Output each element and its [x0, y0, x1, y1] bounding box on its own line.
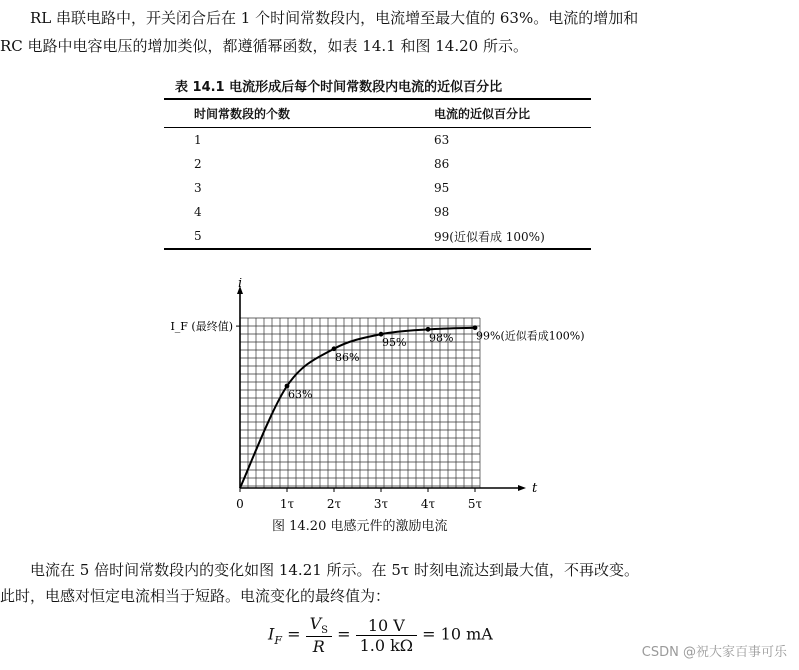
table-row	[164, 224, 591, 249]
formula-fraction-symbolic	[306, 614, 332, 656]
table-row	[164, 152, 591, 176]
table-row	[164, 200, 591, 224]
table-cell-count: 2	[194, 157, 202, 171]
formula-den1: R	[312, 637, 325, 657]
outro-line-2: 此时，电感对恒定电流相当于短路。电流变化的最终值为：	[0, 587, 391, 605]
table-cell-percent: 63	[434, 133, 450, 147]
data-point-label: 98%	[429, 331, 454, 345]
x-tick-label: 0	[236, 497, 244, 510]
percentage-table	[164, 98, 591, 250]
current-growth-chart	[150, 278, 610, 510]
intro-line-1: RL 串联电路中，开关闭合后在 1 个时间常数段内，电流增至最大值的 63%。电流的增加和	[30, 9, 639, 27]
table-cell-percent: 86	[434, 157, 450, 171]
x-tick-label: 2τ	[326, 497, 342, 510]
data-point-label: 63%	[288, 388, 313, 401]
x-axis-arrow	[518, 485, 526, 491]
table-cell-count: 3	[194, 181, 202, 195]
formula-result: = 10 mA	[422, 624, 493, 644]
formula-num2: 10 V	[356, 616, 418, 636]
data-point-label: 86%	[335, 350, 360, 364]
y-marker-label: I_F (最终值)	[170, 320, 233, 334]
x-tick-label: 4τ	[420, 497, 436, 510]
x-tick-label: 5τ	[467, 497, 483, 510]
table-cell-count: 4	[194, 205, 202, 219]
x-axis-label: t	[532, 481, 538, 496]
outro-line-1: 电流在 5 倍时间常数段内的变化如图 14.21 所示。在 5τ 时刻电流达到最大值，不再改变。	[30, 561, 639, 579]
x-tick-label: 3τ	[373, 497, 389, 510]
formula-num1: V	[309, 614, 322, 633]
table-cell-percent: 98	[434, 205, 450, 219]
table-cell-count: 1	[194, 133, 202, 147]
formula-den2: 1.0 kΩ	[359, 635, 414, 655]
formula-fraction-numeric	[356, 616, 418, 655]
table-cell-percent: 99(近似看成 100%)	[394, 224, 591, 249]
table-cell-count: 5	[164, 224, 394, 249]
formula-lhs: I	[268, 624, 275, 644]
data-point-label: 99%(近似看成100%)	[476, 329, 585, 343]
data-point-label: 95%	[382, 336, 407, 350]
figure-caption: 图 14.20 电感元件的激励电流	[272, 519, 448, 534]
intro-line-2: RC 电路中电容电压的增加类似，都遵循幂函数，如表 14.1 和图 14.20 所示。	[0, 37, 528, 55]
table-header-percent: 电流的近似百分比	[394, 99, 591, 128]
table-title: 表 14.1 电流形成后每个时间常数段内电流的近似百分比	[175, 80, 503, 95]
final-value-formula: $I_F$ = $\frac{V_S}{R}$ = $\frac{10 V}{1.0 k\Omega}$ = 10 mA	[268, 614, 493, 657]
y-axis-label: i	[238, 278, 243, 291]
x-tick-label: 1τ	[279, 497, 295, 510]
formula-lhs-sub: F	[274, 633, 282, 647]
table-cell-percent: 95	[434, 181, 450, 195]
current-growth-figure	[150, 278, 610, 514]
table-row	[164, 128, 591, 153]
table-row	[164, 176, 591, 200]
table-header-count: 时间常数段的个数	[164, 99, 394, 128]
csdn-watermark: CSDN @祝大家百事可乐	[641, 645, 787, 660]
formula-num1-sub: S	[321, 625, 328, 637]
